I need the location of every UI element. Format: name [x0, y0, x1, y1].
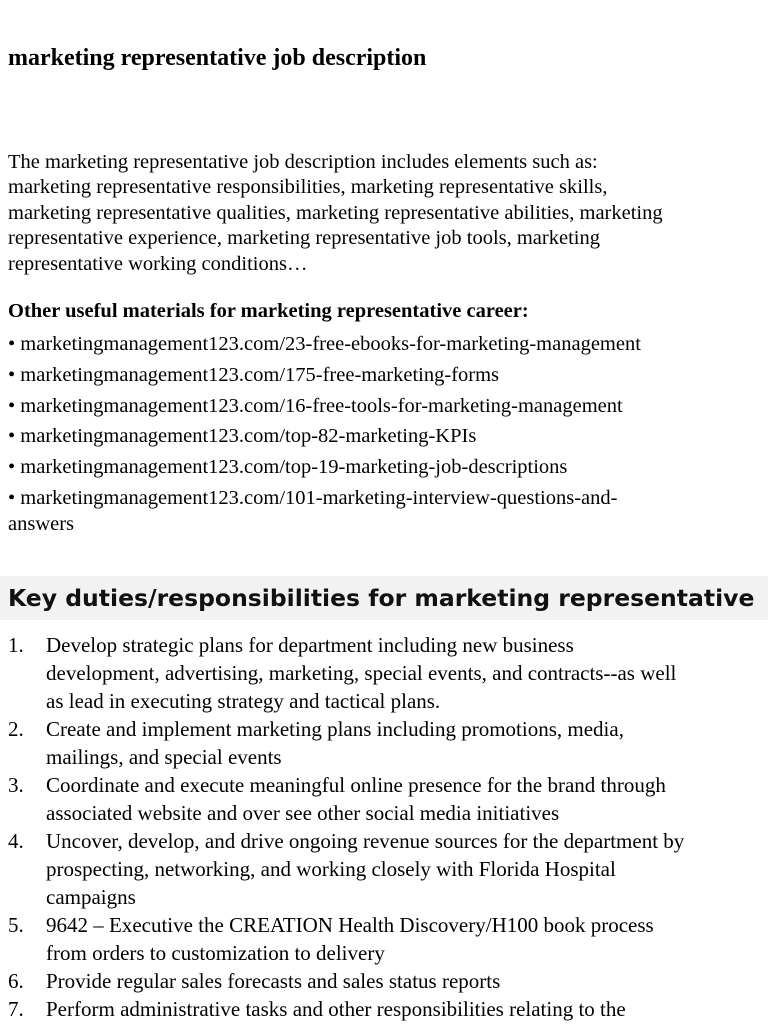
- materials-list: [8, 329, 764, 537]
- materials-heading: Other useful materials for marketing representative career:: [8, 300, 529, 322]
- duty-item: [8, 911, 764, 967]
- duty-text-line: Perform administrative tasks and other responsibilities relating to the: [46, 997, 626, 1021]
- duty-number: 3.: [8, 773, 24, 797]
- materials-link-text: • marketingmanagement123.com/101-marketing-interview-questions-and-: [8, 486, 618, 509]
- materials-link-tools[interactable]: • marketingmanagement123.com/16-free-tools-for-marketing-management: [8, 394, 623, 417]
- duty-item: [8, 967, 764, 995]
- duty-text-line: development, advertising, marketing, special events, and contracts--as well: [46, 661, 677, 685]
- materials-link-forms[interactable]: • marketingmanagement123.com/175-free-marketing-forms: [8, 363, 500, 386]
- materials-link-ebooks[interactable]: • marketingmanagement123.com/23-free-ebooks-for-marketing-management: [8, 333, 641, 355]
- duty-item: [8, 715, 764, 771]
- materials-link-text-continued: answers: [8, 512, 75, 535]
- duty-number: 5.: [8, 913, 24, 937]
- duty-text-line: mailings, and special events: [46, 745, 282, 769]
- duty-text-line: from orders to customization to delivery: [46, 941, 385, 965]
- document-title: marketing representative job description: [8, 45, 427, 71]
- materials-link-interview-questions[interactable]: [8, 485, 764, 537]
- duty-item: [8, 995, 764, 1023]
- duties-list: [8, 631, 764, 1023]
- duty-text-line: Coordinate and execute meaningful online presence for the brand through: [46, 773, 666, 797]
- intro-paragraph: [8, 150, 764, 277]
- duty-text-line: Uncover, develop, and drive ongoing revenue sources for the department by: [46, 829, 685, 853]
- duty-number: 1.: [8, 633, 24, 657]
- duty-text-line: 9642 – Executive the CREATION Health Discovery/H100 book process: [46, 913, 654, 937]
- duty-text-line: Create and implement marketing plans including promotions, media,: [46, 717, 624, 741]
- intro-line: marketing representative qualities, marketing representative abilities, marketing: [8, 201, 663, 224]
- intro-line: representative experience, marketing representative job tools, marketing: [8, 227, 600, 250]
- duty-text-line: associated website and over see other social media initiatives: [46, 801, 560, 825]
- materials-link-kpis[interactable]: • marketingmanagement123.com/top-82-marketing-KPIs: [8, 425, 477, 448]
- duty-number: 4.: [8, 829, 24, 853]
- duty-text-line: prospecting, networking, and working closely with Florida Hospital: [46, 857, 616, 881]
- duty-text-line: campaigns: [46, 885, 136, 909]
- duty-number: 6.: [8, 969, 24, 993]
- duty-item: [8, 827, 764, 911]
- duty-text-line: as lead in executing strategy and tactical plans.: [46, 689, 441, 713]
- duty-text-line: Provide regular sales forecasts and sales status reports: [46, 969, 501, 993]
- materials-link-job-descriptions[interactable]: • marketingmanagement123.com/top-19-marketing-job-descriptions: [8, 456, 568, 479]
- intro-line: marketing representative responsibilities, marketing representative skills,: [8, 176, 608, 199]
- intro-line: The marketing representative job description includes elements such as:: [8, 151, 598, 173]
- duty-item: [8, 631, 764, 715]
- duty-item: [8, 771, 764, 827]
- duties-section-heading: Key duties/responsibilities for marketing representative: [8, 584, 755, 612]
- duty-number: 7.: [8, 997, 24, 1021]
- duty-text-line: Develop strategic plans for department including new business: [46, 633, 574, 657]
- duty-number: 2.: [8, 717, 24, 741]
- intro-line: representative working conditions…: [8, 252, 308, 275]
